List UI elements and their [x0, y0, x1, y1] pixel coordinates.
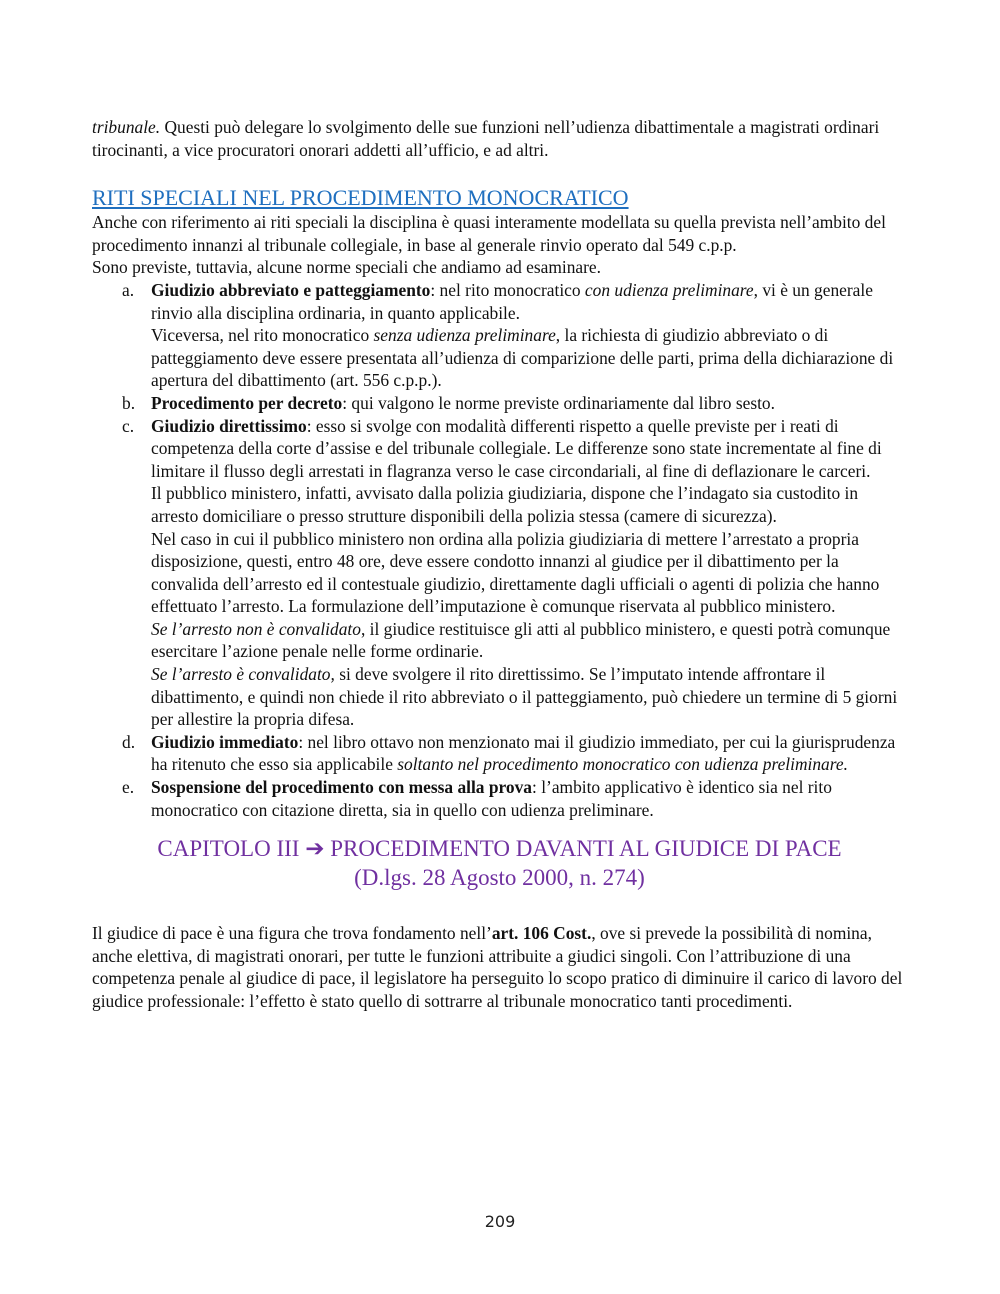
- page-number: 209: [484, 1212, 516, 1231]
- intro-lead-italic: tribunale.: [92, 117, 161, 137]
- item-paragraph: Il pubblico ministero, infatti, avvisato dalla polizia giudiziaria, dispone che l’indagato sia custodito in arresto domiciliare o presso strutture disponibili della polizia stessa (camere di sicurezza).: [151, 483, 859, 526]
- item-italic: con udienza preliminare: [584, 279, 754, 300]
- item-italic: Se l’arresto non è convalidato: [151, 618, 361, 639]
- item-italic: soltanto nel procedimento monocratico con udienza preliminare.: [397, 754, 848, 775]
- item-text: : esso si svolge con modalità differenti rispetto a quelle previste per i reati di competenza della corte d’assise e del tribunale collegiale. Le differenze sono state incrementate al fine di limitare il flusso degli arrestati in flagranza verso le case circondariali, al fine di deflazionare le carceri.: [151, 415, 882, 481]
- item-text: Viceversa, nel rito monocratico: [151, 325, 374, 346]
- list-item-b: [92, 392, 907, 415]
- section-heading-link[interactable]: RITI SPECIALI NEL PROCEDIMENTO MONOCRATICO: [92, 185, 629, 211]
- chapter-title-suffix: PROCEDIMENTO DAVANTI AL GIUDICE DI PACE: [324, 836, 842, 862]
- list-item-d: [92, 731, 907, 776]
- section-paragraph-1: Anche con riferimento ai riti speciali la disciplina è quasi interamente modellata su quella prevista nell’ambito del procedimento innanzi al tribunale collegiale, in base al generale rinvio operato dal 549 c.p.p.: [92, 212, 886, 255]
- item-text: : nel rito monocratico: [430, 279, 585, 300]
- list-marker: e.: [122, 777, 135, 798]
- closing-paragraph: [92, 922, 907, 1012]
- item-title: Procedimento per decreto: [151, 392, 343, 413]
- chapter-title-line: [92, 834, 907, 863]
- list-item-c: [92, 415, 907, 731]
- item-text: : qui valgono le norme previste ordinariamente dal libro sesto.: [342, 392, 775, 413]
- list-marker: d.: [122, 731, 136, 752]
- item-italic: Se l’arresto è convalidato,: [151, 664, 335, 685]
- chapter-heading: [92, 834, 907, 892]
- chapter-title-prefix: CAPITOLO III: [157, 836, 306, 862]
- closing-text: , ove si prevede la possibilità di nomina, anche elettiva, di magistrati onorari, per tutte le funzioni attribuite a giudici singoli. Con l’attribuzione di una competenza penale al giudice di pace, il legislatore ha perseguito lo scopo pratico di diminuire il carico di lavoro del giudice professionale: l’effetto è stato quello di sottrarre al tribunale monocratico tanti procedimenti.: [92, 923, 903, 1011]
- item-text: : nel libro ottavo non menzionato mai il giudizio immediato, per cui la giurisprudenza ha ritenuto che esso sia applicabile: [151, 731, 896, 775]
- item-title: Giudizio immediato: [151, 731, 299, 752]
- item-title: Sospensione del procedimento con messa alla prova: [151, 777, 533, 798]
- arrow-right-icon: ➔: [305, 836, 325, 862]
- closing-bold: art. 106 Cost.: [491, 923, 592, 944]
- item-text: : l’ambito applicativo è identico sia nel rito monocratico con citazione diretta, sia in quello con udienza preliminare.: [151, 777, 832, 820]
- item-text: , il giudice restituisce gli atti al pubblico ministero, e questi potrà comunque esercitare l’azione penale nelle forme ordinarie.: [151, 618, 891, 662]
- list-marker: a.: [122, 279, 135, 300]
- item-title: Giudizio direttissimo: [151, 415, 307, 436]
- list-marker: c.: [122, 415, 135, 436]
- item-title: Giudizio abbreviato e patteggiamento: [151, 279, 431, 300]
- list-item-a: [92, 279, 907, 392]
- section-paragraph-2: Sono previste, tuttavia, alcune norme speciali che andiamo ad esaminare.: [92, 257, 601, 278]
- item-paragraph: Nel caso in cui il pubblico ministero non ordina alla polizia giudiziaria di mettere l’arrestato a propria disposizione, questi, entro 48 ore, deve essere condotto innanzi al giudice per il dibattimento per la convalida dell’arresto ed il contestuale giudizio, direttamente dagli ufficiali o agenti di polizia che hanno effettuato l’arresto. La formulazione dell’imputazione è comunque riservata al pubblico ministero.: [151, 528, 880, 617]
- item-text: si deve svolgere il rito direttissimo. Se l’imputato intende affrontare il dibattimento, e quindi non chiede il rito abbreviato o il patteggiamento, può chiedere un termine di 5 giorni per allestire la propria difesa.: [151, 664, 898, 730]
- chapter-subtitle: (D.lgs. 28 Agosto 2000, n. 274): [354, 865, 645, 891]
- document-page: [92, 116, 907, 1013]
- list-marker: b.: [122, 392, 136, 413]
- closing-text: Il giudice di pace è una figura che trova fondamento nell’: [92, 923, 492, 944]
- list-item-e: [92, 776, 907, 821]
- item-text: , la richiesta di giudizio abbreviato o di patteggiamento deve essere presentata all’udienza di comparizione delle parti, prima della dichiarazione di apertura del dibattimento (art. 556 c.p.p.).: [151, 325, 894, 391]
- special-rites-list: [92, 279, 907, 821]
- item-italic: senza udienza preliminare: [373, 325, 556, 346]
- intro-text: Questi può delegare lo svolgimento delle sue funzioni nell’udienza dibattimentale a magistrati ordinari tirocinanti, a vice procuratori onorari addetti all’ufficio, e ad altri.: [92, 117, 880, 160]
- item-text: , vi è un generale rinvio alla disciplina ordinaria, in quanto applicabile.: [151, 279, 873, 323]
- intro-paragraph: [92, 116, 907, 161]
